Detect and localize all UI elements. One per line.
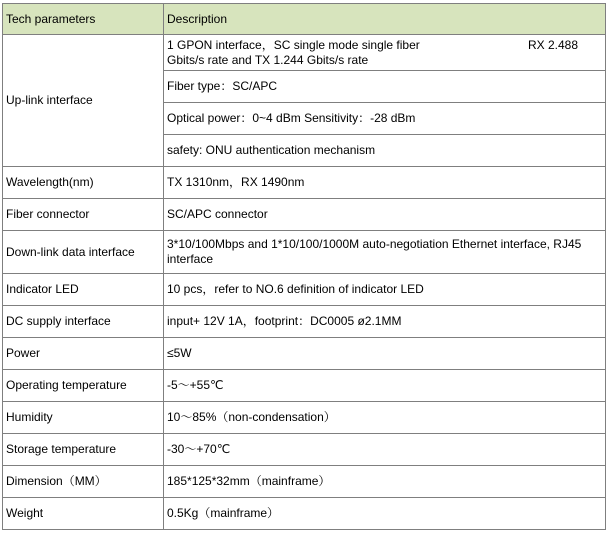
header-row (3, 4, 606, 35)
table-row (3, 199, 606, 231)
desc-cell: 185*125*32mm（mainframe） (164, 466, 606, 498)
description-column-header: Description (164, 4, 606, 35)
table-row (3, 306, 606, 338)
safety-cell: safety: ONU authentication mechanism (164, 135, 606, 167)
param-cell: Dimension（MM） (3, 466, 164, 498)
desc-cell: 10 pcs，refer to NO.6 definition of indicator LED (164, 274, 606, 306)
desc-cell: 3*10/100Mbps and 1*10/100/1000M auto-negotiation Ethernet interface, RJ45 interface (164, 231, 606, 274)
table-row (3, 35, 606, 71)
gpon-line2: Gbits/s rate and TX 1.244 Gbits/s rate (167, 52, 369, 67)
desc-cell: -30～+70℃ (164, 434, 606, 466)
gpon-interface-cell (164, 35, 606, 71)
desc-cell: SC/APC connector (164, 199, 606, 231)
table-row (3, 402, 606, 434)
desc-cell: -5～+55℃ (164, 370, 606, 402)
table-row (3, 434, 606, 466)
desc-cell: ≤5W (164, 338, 606, 370)
gpon-line1: 1 GPON interface，SC single mode single fiber (167, 37, 420, 52)
table-row (3, 231, 606, 274)
param-column-header: Tech parameters (3, 4, 164, 35)
gpon-rx-rate: RX 2.488 (527, 37, 578, 52)
param-cell: Humidity (3, 402, 164, 434)
desc-cell: input+ 12V 1A，footprint：DC0005 ø2.1MM (164, 306, 606, 338)
param-cell: Indicator LED (3, 274, 164, 306)
table-row (3, 466, 606, 498)
param-cell: Operating temperature (3, 370, 164, 402)
desc-cell: TX 1310nm，RX 1490nm (164, 167, 606, 199)
param-cell: DC supply interface (3, 306, 164, 338)
gpon-interface-text (167, 38, 602, 68)
table-row (3, 338, 606, 370)
param-cell: Fiber connector (3, 199, 164, 231)
param-cell: Wavelength(nm) (3, 167, 164, 199)
table-row (3, 498, 606, 530)
table-row (3, 167, 606, 199)
tech-spec-table (2, 3, 606, 530)
fiber-type-cell: Fiber type：SC/APC (164, 71, 606, 103)
param-cell: Storage temperature (3, 434, 164, 466)
uplink-interface-label: Up-link interface (3, 35, 164, 167)
param-cell: Down-link data interface (3, 231, 164, 274)
table-row (3, 274, 606, 306)
desc-cell: 10～85%（non-condensation） (164, 402, 606, 434)
param-cell: Power (3, 338, 164, 370)
optical-power-cell: Optical power：0~4 dBm Sensitivity：-28 dBm (164, 103, 606, 135)
table-row (3, 370, 606, 402)
param-cell: Weight (3, 498, 164, 530)
desc-cell: 0.5Kg（mainframe） (164, 498, 606, 530)
